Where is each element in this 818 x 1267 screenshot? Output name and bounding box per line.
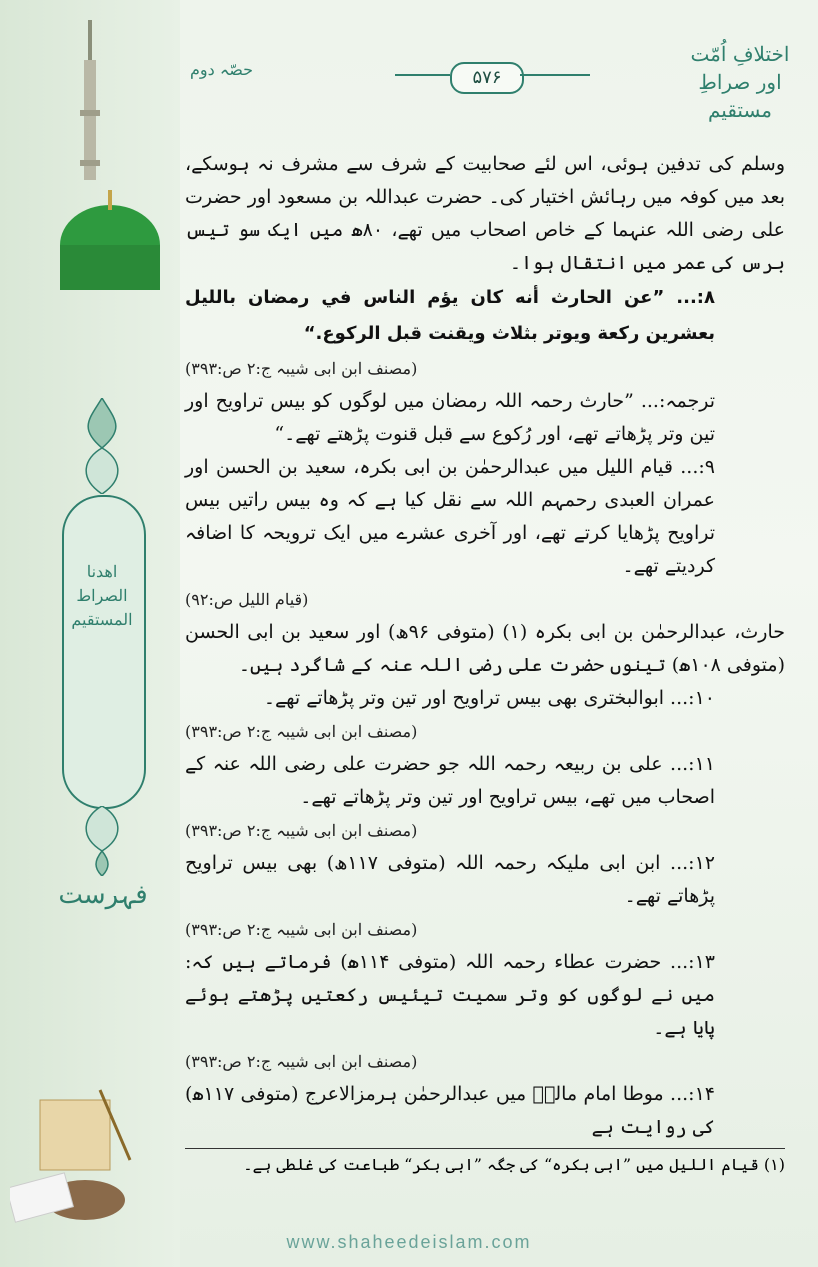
book-title [680, 40, 800, 124]
paragraph: ۱۳:... حضرت عطاء رحمہ اللہ (متوفی ۱۱۴ھ) فرماتے ہیں کہ: میں نے لوگوں کو وتر سمیت تیئیس رکعتیں پڑھتے ہوئے پایا ہے۔ [185, 951, 715, 1039]
main-text [185, 148, 785, 1144]
index-link[interactable]: فہرست [58, 880, 148, 910]
reference: (مصنف ابن ابی شیبہ ج:۲ ص:۳۹۳) [185, 821, 418, 840]
sidebar-panel [62, 495, 146, 809]
footnote: (۱) قیام اللیل میں ”ابی بکرہ“ کی جگہ ”ابی بکر“ طباعت کی غلطی ہے۔ [243, 1155, 785, 1174]
part-label: حصّہ دوم [190, 60, 253, 79]
sidebar [0, 0, 180, 1267]
footnote-separator [185, 1148, 785, 1149]
paragraph: ۱۰:... ابوالبختری بھی بیس تراویح اور تین وتر پڑھاتے تھے۔ [263, 687, 715, 709]
panel-title: اهدنا الصراط المستقیم [71, 562, 133, 629]
paragraph: حارث، عبدالرحمٰن بن ابی بکرہ (۱) (متوفی ۹۶ھ) اور سعید بن ابی الحسن (متوفی ۱۰۸ھ) تینوں حضرت علی رضی اللہ عنہ کے شاگرد ہیں۔ [185, 621, 785, 676]
arabic-quote: ۸:... ”عن الحارث أنه كان يؤم الناس في رمضان بالليل بعشرين ركعة ويوتر بثلاث ويقنت قبل الركوع.“ [185, 287, 715, 344]
header-ornament-right [520, 74, 590, 76]
reference: (مصنف ابن ابی شیبہ ج:۲ ص:۳۹۳) [185, 359, 418, 378]
paragraph: ۱۴:... موطا امام مالکؒ میں عبدالرحمٰن ہرمزالاعرج (متوفی ۱۱۷ھ) کی روایت ہے [185, 1083, 715, 1138]
book-title-line1: اختلافِ اُمّت [690, 42, 790, 66]
scroll-quill-icon [10, 1080, 160, 1230]
paragraph: وسلم کی تدفین ہوئی، اس لئے صحابیت کے شرف سے مشرف نہ ہوسکے، بعد میں کوفہ میں رہائش اختیار کی۔ حضرت عبداللہ بن مسعود اور حضرت علی رضی اللہ عنہما کے خاص اصحاب میں تھے، ۸۰ھ میں ایک سو تیس برس کی عمر میں انتقال ہوا۔ [185, 153, 785, 274]
reference: (مصنف ابن ابی شیبہ ج:۲ ص:۳۹۳) [185, 1052, 418, 1071]
reference: (قیام اللیل ص:۹۲) [185, 590, 309, 609]
website-link[interactable]: www.shaheedeislam.com [286, 1232, 532, 1252]
book-title-line2: اور صراطِ مستقیم [698, 70, 782, 122]
header-ornament-left [395, 74, 450, 76]
ornament-bottom-icon [70, 806, 134, 876]
paragraph: ۱۲:... ابن ابی ملیکہ رحمہ اللہ (متوفی ۱۱۷ھ) بھی بیس تراویح پڑھاتے تھے۔ [185, 852, 715, 907]
page-number: ۵۷۶ [450, 62, 524, 94]
reference: (مصنف ابن ابی شیبہ ج:۲ ص:۳۹۳) [185, 722, 418, 741]
mosque-dome-icon [40, 20, 160, 290]
ornament-top-icon [70, 398, 134, 494]
paragraph: ۹:... قیام اللیل میں عبدالرحمٰن بن ابی بکرہ، سعید بن الحسن اور عمران العبدی رحمہم اللہ سے نقل کیا ہے کہ وہ بیس راتیں بیس تراویح پڑھایا کرتے تھے، اور آخری عشرے میں ایک ترویحہ کا اضافہ کردیتے تھے۔ [185, 456, 715, 577]
translation: ترجمہ:... ”حارث رحمہ اللہ رمضان میں لوگوں کو بیس تراویح اور تین وتر پڑھاتے تھے، اور رُکوع سے قبل قنوت پڑھتے تھے۔“ [185, 390, 715, 445]
page-header [180, 40, 800, 122]
reference: (مصنف ابن ابی شیبہ ج:۲ ص:۳۹۳) [185, 920, 418, 939]
paragraph: ۱۱:... علی بن ربیعہ رحمہ اللہ جو حضرت علی رضی اللہ عنہ کے اصحاب میں تھے، بیس تراویح اور تین وتر پڑھاتے تھے۔ [185, 753, 715, 808]
